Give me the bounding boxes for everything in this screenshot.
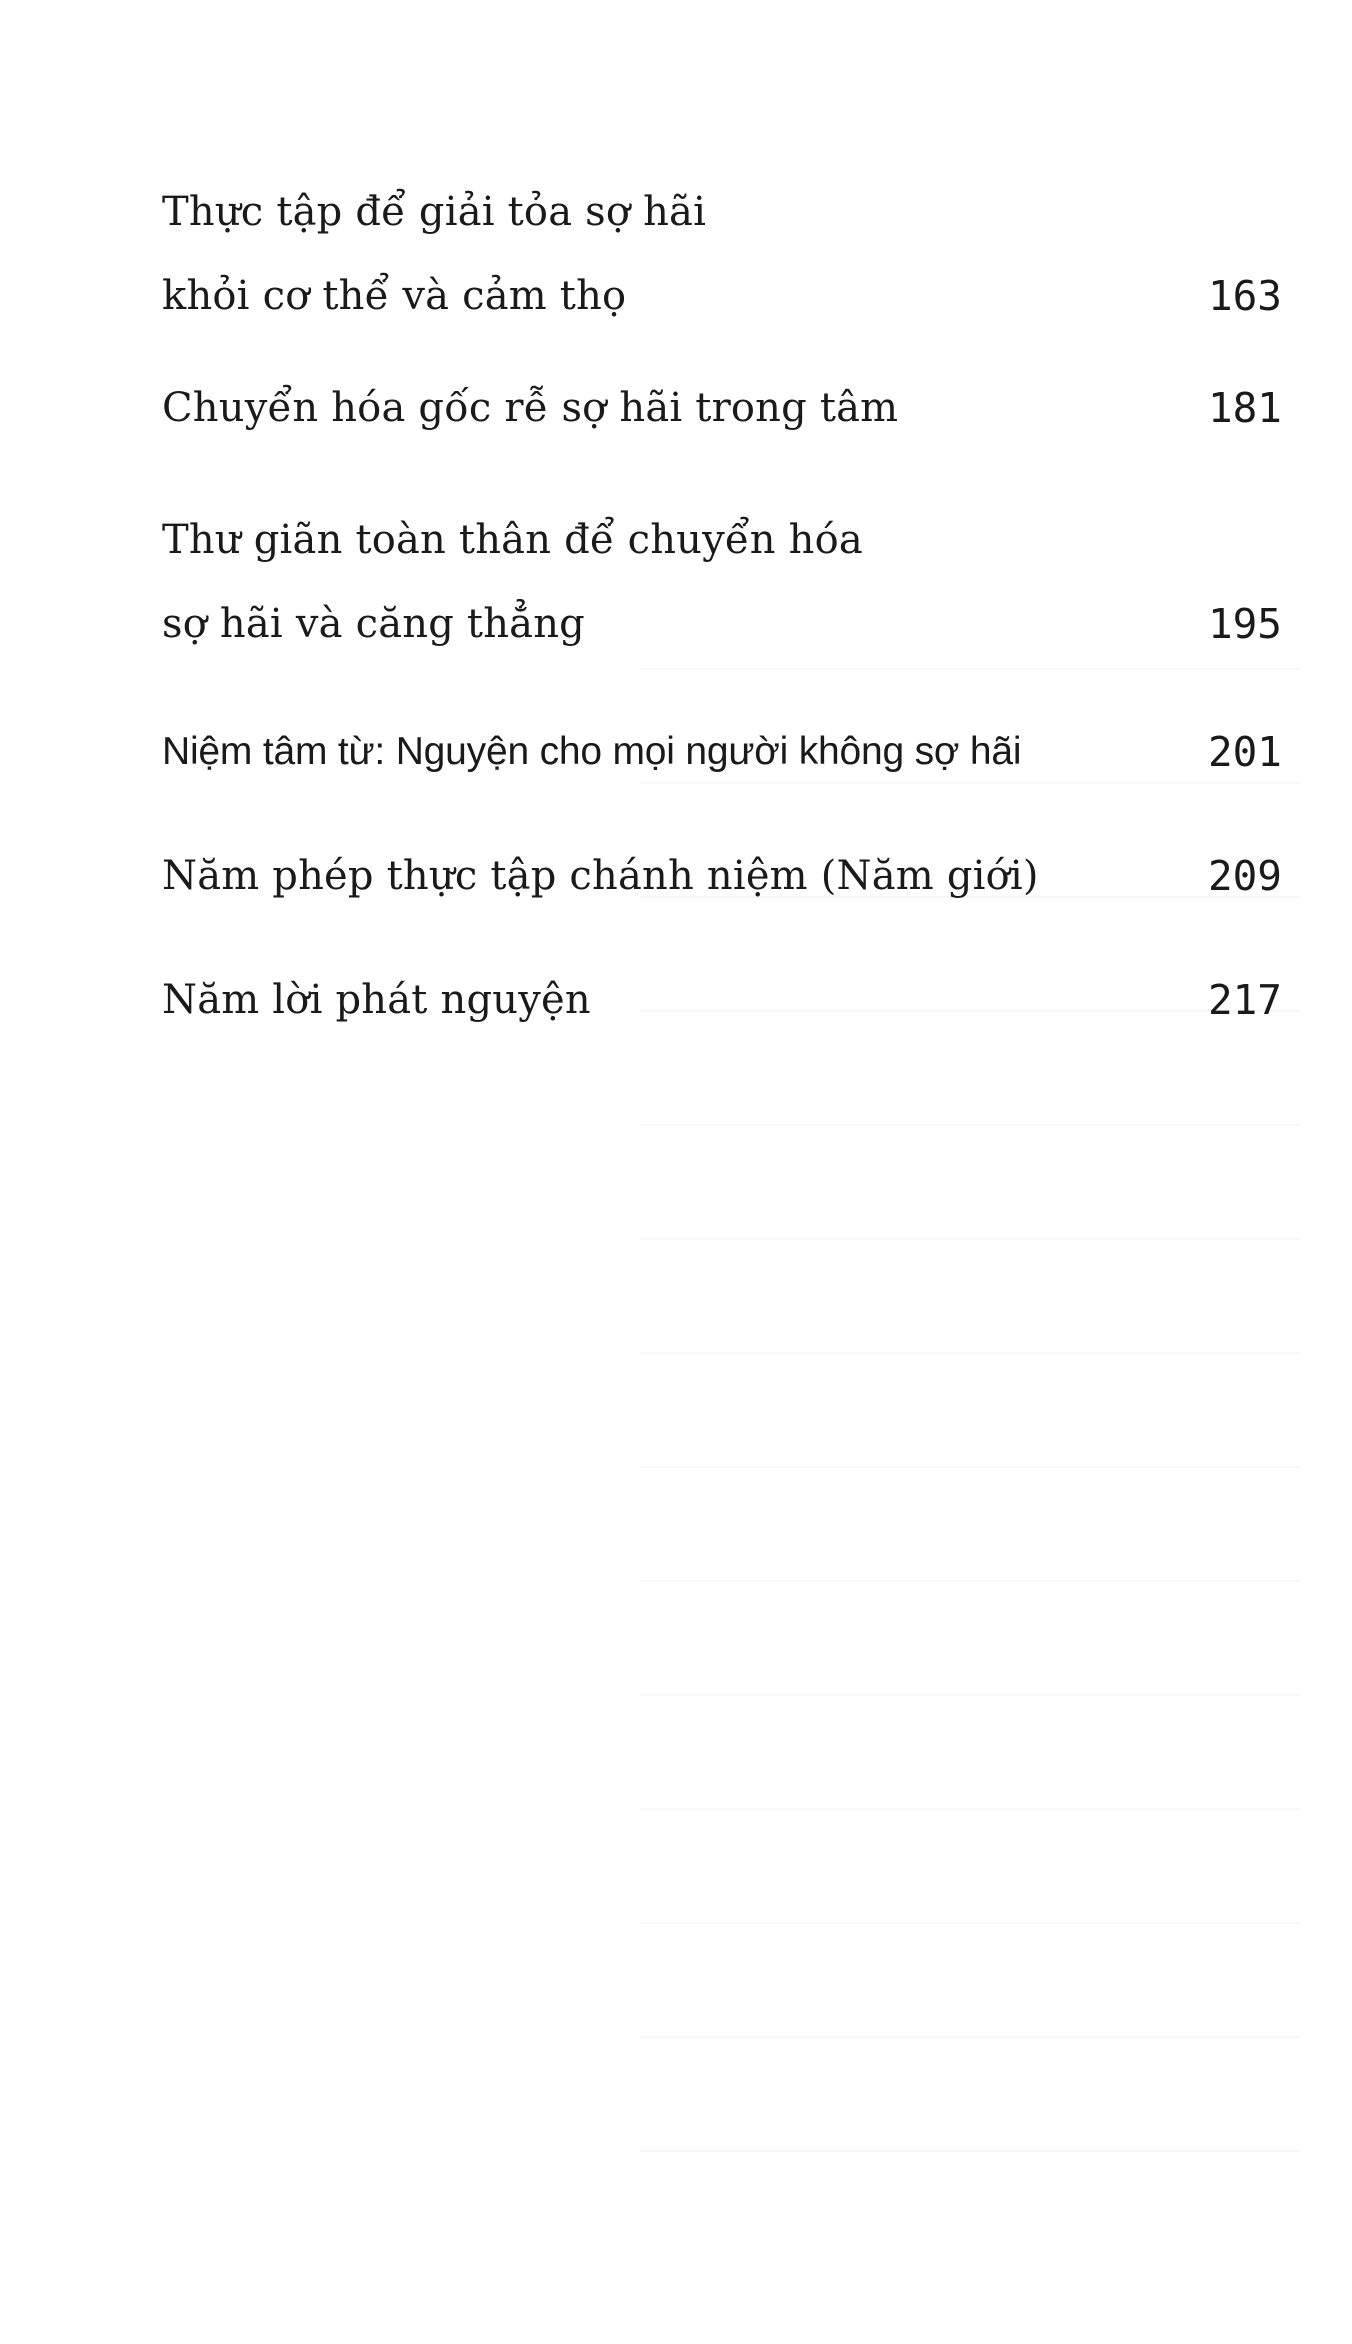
toc-page-number: 209 — [1207, 852, 1282, 900]
toc-entry-title-line: Thư giãn toàn thân để chuyển hóa — [162, 517, 863, 563]
toc-entry-title-line: Niệm tâm từ: Nguyện cho mọi người không sợ hãi — [162, 730, 1022, 773]
toc-entry-title-line: Năm phép thực tập chánh niệm (Năm giới) — [162, 853, 1039, 899]
toc-page-number: 163 — [1207, 272, 1282, 320]
toc-entry — [162, 710, 1282, 794]
toc-page-number: 181 — [1207, 384, 1282, 432]
table-of-contents — [162, 170, 1282, 1042]
toc-entry-title-line: Năm lời phát nguyện — [162, 977, 591, 1023]
toc-entry-title-line: Thực tập để giải tỏa sợ hãi — [162, 189, 707, 235]
toc-entry — [162, 958, 1282, 1042]
toc-page-number: 201 — [1207, 728, 1282, 776]
toc-entry-title-line: Chuyển hóa gốc rễ sợ hãi trong tâm — [162, 385, 899, 431]
toc-entry — [162, 498, 1282, 666]
toc-page-number: 217 — [1207, 976, 1282, 1024]
toc-page-number: 195 — [1207, 600, 1282, 648]
toc-entry — [162, 170, 1282, 338]
toc-entry — [162, 834, 1282, 918]
toc-entry-title-line: sợ hãi và căng thẳng — [162, 601, 585, 647]
toc-entry — [162, 366, 1282, 450]
toc-entry-title-line: khỏi cơ thể và cảm thọ — [162, 273, 627, 319]
